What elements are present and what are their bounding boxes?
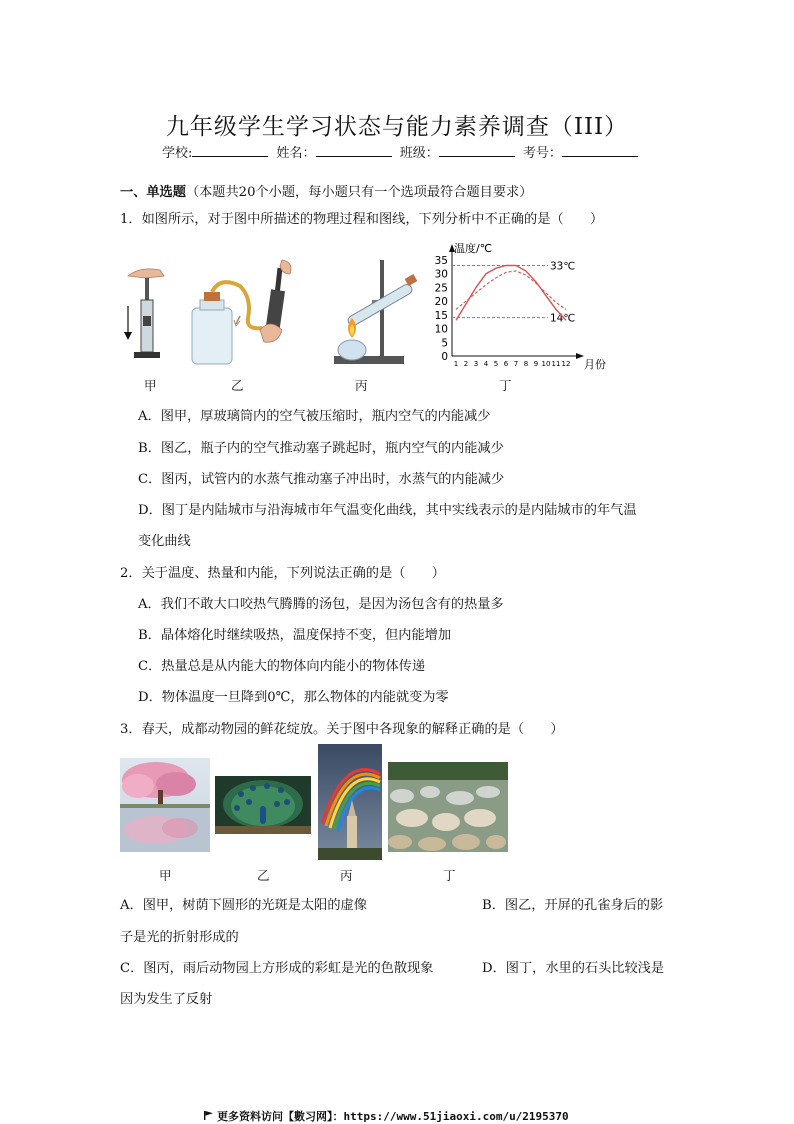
x-tick-label: 9 <box>533 360 539 368</box>
exam-no-label: 考号： <box>522 146 562 161</box>
q2-stem: 2．关于温度、热量和内能，下列说法正确的是（ ） <box>120 566 445 581</box>
q1-option-a: A．图甲，厚玻璃筒内的空气被压缩时，瓶内空气的内能减少 <box>138 409 491 424</box>
q2-option-d: D．物体温度一旦降到0℃，那么物体的内能就变为零 <box>138 690 449 705</box>
school-blank <box>192 144 268 157</box>
class-label: 班级： <box>399 146 439 161</box>
q3-caption-ding: 丁 <box>443 868 456 883</box>
flag-icon <box>204 1111 213 1120</box>
q1-caption-jia: 甲 <box>144 378 157 393</box>
q3-photo-jia-blossom-tree <box>120 758 210 852</box>
q3-photo-bing-rainbow <box>318 744 382 860</box>
y-tick-label: 30 <box>434 268 448 281</box>
q3-photo-ding-riverbed-stones <box>388 762 508 852</box>
class-blank <box>439 144 515 157</box>
student-info-row <box>162 142 642 161</box>
x-tick-label: 12 <box>561 360 571 368</box>
q3-caption-bing: 丙 <box>340 868 353 883</box>
q1-caption-yi: 乙 <box>231 378 244 393</box>
q3-stem: 3．春天，成都动物园的鲜花绽放。关于图中各现象的解释正确的是（ ） <box>120 722 564 737</box>
q1-option-b: B．图乙，瓶子内的空气推动塞子跳起时，瓶内空气的内能减少 <box>138 441 504 456</box>
q3-option-a: A．图甲，树荫下圆形的光斑是太阳的虚像 <box>120 898 367 913</box>
q1-caption-ding: 丁 <box>499 378 512 393</box>
q1-option-c: C．图丙，试管内的水蒸气推动塞子冲出时，水蒸气的内能减少 <box>138 472 505 487</box>
q3-caption-yi: 乙 <box>257 868 270 883</box>
q2-option-b: B．晶体熔化时继续吸热，温度保持不变，但内能增加 <box>138 628 452 643</box>
name-label: 姓名： <box>276 146 316 161</box>
q3-option-d: D．图丁，水里的石头比较浅是 <box>482 961 665 976</box>
x-tick-label: 5 <box>493 360 499 368</box>
q3-photo-yi-peacock <box>215 776 311 834</box>
x-tick-label: 3 <box>473 360 479 368</box>
x-axis-label: 月份 <box>584 358 606 371</box>
x-tick-label: 2 <box>463 360 469 368</box>
q1-option-d-cont: 变化曲线 <box>138 534 191 549</box>
x-tick-label: 7 <box>513 360 519 368</box>
y-tick-label: 35 <box>434 255 448 267</box>
q1-temperature-chart <box>418 240 606 372</box>
footer-link[interactable] <box>204 1108 569 1124</box>
y-tick-label: 10 <box>434 323 448 336</box>
q3-option-c: C．图丙，雨后动物园上方形成的彩虹是光的色散现象 <box>120 961 434 976</box>
q2-option-a: A．我们不敢大口咬热气腾腾的汤包，是因为汤包含有的热量多 <box>138 597 504 612</box>
q1-stem: 1．如图所示，对于图中所描述的物理过程和图线，下列分析中不正确的是（ ） <box>120 212 604 227</box>
name-blank <box>316 144 392 157</box>
q1-figure-jia <box>120 262 170 368</box>
y-tick-label: 25 <box>434 282 448 295</box>
q2-option-c: C．热量总是从内能大的物体向内能小的物体传递 <box>138 659 426 674</box>
x-tick-label: 4 <box>483 360 489 368</box>
school-label: 学校: <box>162 146 193 161</box>
section-heading <box>120 181 532 200</box>
q3-option-d-cont: 因为发生了反射 <box>120 992 213 1007</box>
page-title: 九年级学生学习状态与能力素养调查（III） <box>165 114 629 140</box>
section-note: （本题共20个小题，每小题只有一个选项最符合题目要求） <box>185 185 533 200</box>
section-label: 一、单选题 <box>120 185 186 200</box>
footer-text: 更多资料访问【數习网】：https://www.51jiaoxi.com/u/2195370 <box>217 1110 569 1123</box>
q3-caption-jia: 甲 <box>159 868 172 883</box>
x-tick-label: 8 <box>523 360 529 368</box>
x-axis-arrow <box>576 353 584 359</box>
x-tick-label: 6 <box>503 360 509 368</box>
min-value-label: 14℃ <box>550 312 576 325</box>
x-tick-label: 1 <box>453 360 459 368</box>
exam-no-blank <box>562 144 638 157</box>
y-tick-label: 0 <box>441 351 448 363</box>
y-axis-label: 温度/℃ <box>454 242 493 255</box>
q1-caption-bing: 丙 <box>355 378 368 393</box>
q3-option-b-cont: 子是光的折射形成的 <box>120 930 239 945</box>
y-tick-label: 5 <box>441 337 448 350</box>
q3-option-b: B．图乙，开屏的孔雀身后的影 <box>482 898 664 913</box>
coastal-dashed-curve <box>456 271 566 309</box>
q1-option-d: D．图丁是内陆城市与沿海城市年气温变化曲线，其中实线表示的是内陆城市的年气温 <box>138 503 637 518</box>
y-tick-label: 20 <box>434 296 448 309</box>
x-tick-label: 10 <box>541 360 551 368</box>
q1-figure-bing <box>332 256 432 370</box>
q1-figure-yi <box>190 258 300 370</box>
max-value-label: 33℃ <box>550 260 576 273</box>
y-tick-label: 15 <box>434 309 448 322</box>
x-tick-label: 11 <box>551 360 561 368</box>
